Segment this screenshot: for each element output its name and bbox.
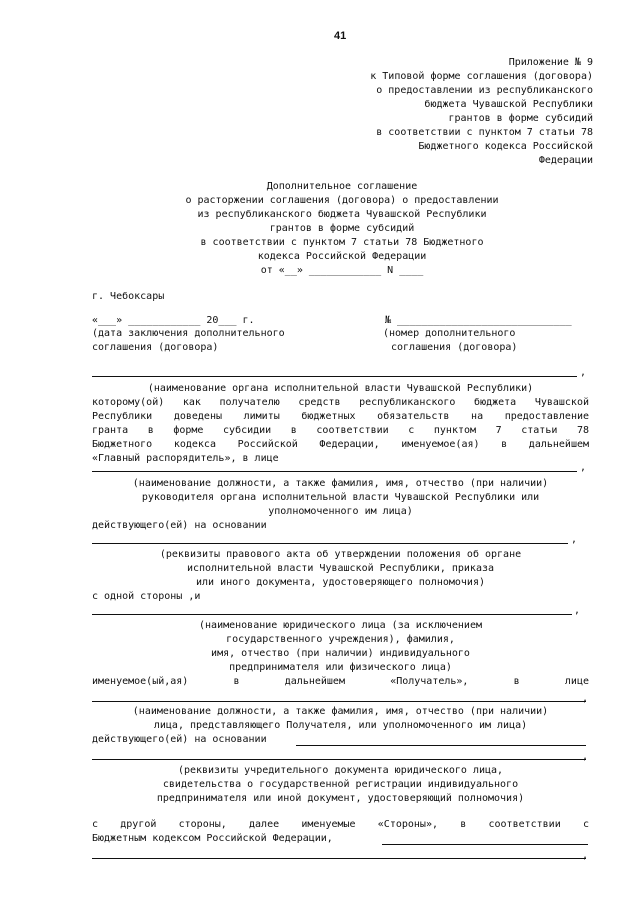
head-caption-line: руководителя органа исполнительной власти Чувашской Республики или — [141, 492, 540, 503]
recipient-caption-line: предпринимателя или физического лица) — [229, 662, 452, 673]
appendix-line: грантов в форме субсидий — [448, 113, 593, 124]
named-word: в — [513, 676, 520, 687]
comma-mark: , — [574, 605, 581, 616]
recipient-rep-field[interactable] — [92, 701, 586, 702]
one-side-label: с одной стороны ,и — [92, 591, 201, 602]
paragraph-line: Республики доведены лимиты бюджетных обязательств на предоставление — [92, 411, 589, 422]
title-date-number-line: от «__» ____________ N ____ — [260, 265, 424, 276]
named-word: дальнейшем — [284, 676, 345, 687]
head-position-field[interactable] — [92, 471, 577, 472]
appendix-line: к Типовой форме соглашения (договора) — [370, 71, 593, 82]
head-caption-line: (наименование должности, а также фамилия, имя, отчество (при наличии) — [132, 478, 549, 489]
budget-code-field-inline[interactable] — [382, 844, 588, 845]
number-caption-line: (номер дополнительного — [383, 328, 516, 339]
appendix-line: Федерации — [538, 155, 593, 166]
founding-caption-line: свидетельства о государственной регистрации индивидуального — [162, 779, 519, 790]
paragraph-line: Бюджетного кодекса Российской Федерации, именуемое(ая) в дальнейшем — [92, 439, 589, 450]
title-line: в соответствии с пунктом 7 статьи 78 Бюджетного — [200, 237, 484, 248]
number-caption-line: соглашения (договора) — [391, 342, 518, 353]
agreement-number-field[interactable]: № _____________________________ — [385, 315, 572, 326]
legal-act-caption-line: исполнительной власти Чувашской Республики, приказа — [186, 563, 495, 574]
comma-mark: , — [580, 462, 587, 473]
founding-doc-field[interactable] — [92, 759, 586, 760]
named-word: именуемое(ый,ая) — [92, 676, 189, 687]
title-line: кодекса Российской Федерации — [257, 251, 427, 262]
legal-act-field[interactable] — [92, 543, 568, 544]
comma-mark: , — [580, 367, 587, 378]
recipient-caption-line: имя, отчество (при наличии) индивидуального — [211, 648, 470, 659]
acting-basis-label: действующего(ей) на основании — [92, 520, 267, 531]
recipient-rep-caption-line: лица, представляющего Получателя, или уполномоченного им лица) — [153, 720, 528, 731]
head-caption-line: уполномоченного им лица) — [268, 506, 413, 517]
final-paragraph-line: с другой стороны, далее именуемые «Стороны», в соответствии с — [92, 819, 589, 830]
named-word: в — [233, 676, 240, 687]
appendix-line: Приложение № 9 — [508, 57, 593, 68]
budget-code-field[interactable] — [92, 858, 586, 859]
recipient-caption-line: (наименование юридического лица (за исключением — [199, 620, 482, 631]
founding-caption-line: (реквизиты учредительного документа юридического лица, — [177, 765, 504, 776]
comma-mark: , — [582, 693, 589, 704]
title-line: из республиканского бюджета Чувашской Республики — [197, 209, 487, 220]
page-number: 41 — [334, 30, 347, 42]
final-paragraph-line: Бюджетным кодексом Российской Федерации, — [92, 833, 333, 844]
appendix-line: Бюджетного кодекса Российской — [418, 141, 593, 152]
comma-mark: , — [571, 534, 578, 545]
date-caption-line: (дата заключения дополнительного — [92, 328, 285, 339]
title-line: о расторжении соглашения (договора) о предоставлении — [185, 195, 499, 206]
recipient-rep-caption-line: (наименование должности, а также фамилия, имя, отчество (при наличии) — [132, 706, 549, 717]
legal-act-caption-line: или иного документа, удостоверяющего полномочия) — [196, 577, 485, 588]
comma-mark: , — [582, 850, 589, 861]
appendix-line: бюджета Чувашской Республики — [424, 99, 593, 110]
paragraph-line: которому(ой) как получателю средств республиканского бюджета Чувашской — [92, 397, 589, 408]
comma-mark: , — [582, 751, 589, 762]
named-word: «Получатель», — [390, 676, 469, 687]
agreement-date-field[interactable]: «___» ____________ 20___ г. — [92, 315, 255, 326]
paragraph-line: гранта в форме субсидии в соответствии с пунктом 7 статьи 78 — [92, 425, 589, 436]
acting-basis-label: действующего(ей) на основании — [92, 734, 267, 745]
title-line: Дополнительное соглашение — [266, 181, 418, 192]
title-line: грантов в форме субсидий — [269, 223, 415, 234]
date-caption-line: соглашения (договора) — [92, 342, 219, 353]
appendix-line: о предоставлении из республиканского — [376, 85, 593, 96]
appendix-line: в соответствии с пунктом 7 статьи 78 — [376, 127, 593, 138]
authority-name-field[interactable] — [92, 376, 577, 377]
named-word: лице — [564, 676, 589, 687]
recipient-name-field[interactable] — [92, 614, 572, 615]
paragraph-line: «Главный распорядитель», в лице — [92, 453, 279, 464]
authority-caption: (наименование органа исполнительной власти Чувашской Республики) — [147, 383, 534, 394]
named-recipient-line — [92, 675, 589, 688]
founding-caption-line: предпринимателя или иной документ, удостоверяющий полномочия) — [156, 793, 525, 804]
recipient-caption-line: государственного учреждения), фамилия, — [226, 634, 455, 645]
legal-act-caption-line: (реквизиты правового акта об утверждении положения об органе — [159, 549, 522, 560]
city-label: г. Чебоксары — [92, 291, 165, 302]
founding-doc-field-inline[interactable] — [296, 745, 586, 746]
